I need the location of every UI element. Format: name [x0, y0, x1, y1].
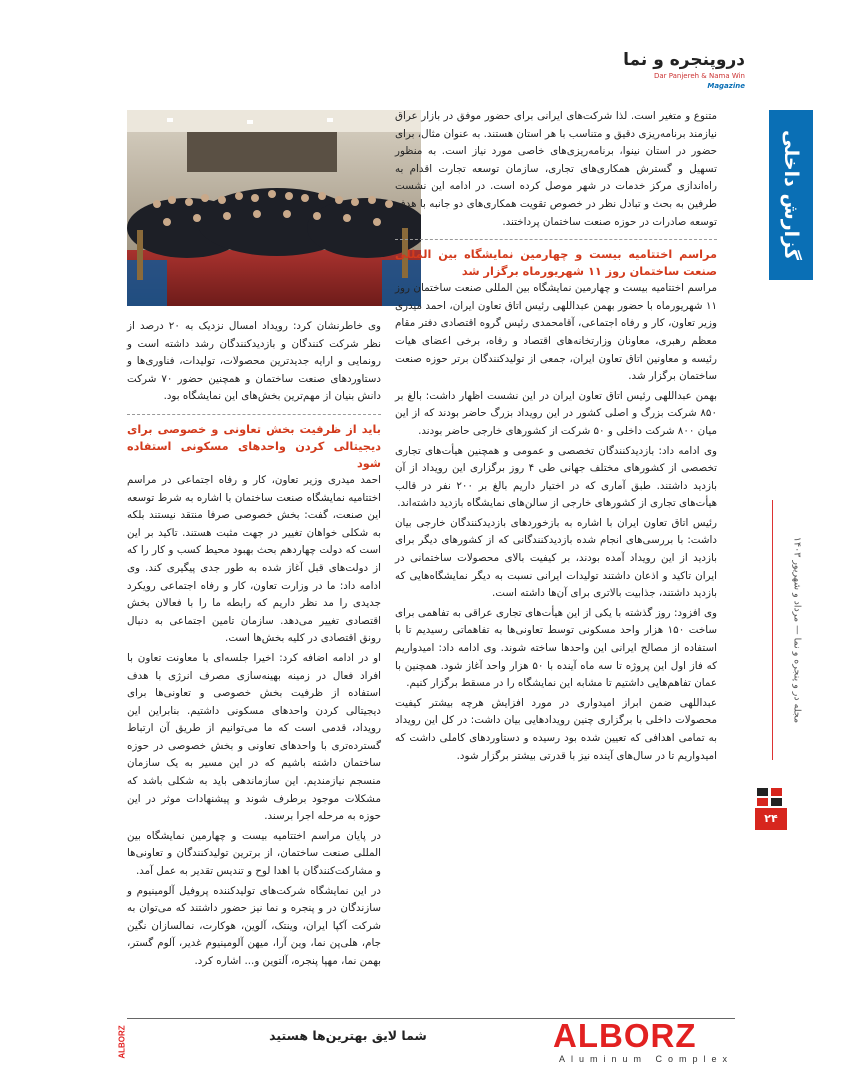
left-paragraph-3: در پایان مراسم اختتامیه بیست و چهارمین نمایشگاه بین المللی صنعت ساختمان، از برترین تولیدکنندگان و تعاونی‌ها و مشارکت‌کنندگان با اهدا لوح و تندیس تقدیر به عمل آمد.	[127, 829, 381, 878]
right-divider	[395, 239, 717, 240]
alborz-logo	[553, 1019, 735, 1065]
left-intro-paragraph: وی خاطرنشان کرد: رویداد امسال نزدیک به ۲۰ درصد از نظر شرکت کنندگان و بازدیدکنندگان رشد داشته است و رونمایی و ارایه جدیدترین محصولات، تولیدات، فناوری‌ها و دستاوردهای صنعت ساختمان و همچنین حضور ۷۰ شرکت دانش بنیان از مهم‌ترین بخش‌های این نمایشگاه بود.	[127, 320, 381, 403]
left-section-heading: باید از ظرفیت بخش تعاونی و خصوصی برای دیجیتالی کردن واحدهای مسکونی استفاده شود	[127, 422, 381, 470]
alborz-tagline: Aluminum Complex	[559, 1054, 734, 1064]
logo-title: دروپنجره و نما	[623, 50, 745, 70]
window-glyph-icon	[755, 786, 785, 808]
left-paragraph-1: احمد میدری وزیر تعاون، کار و رفاه اجتماعی در مراسم اختتامیه نمایشگاه صنعت ساختمان با اشاره به شرط توسعه این صنعت، گفت: بخش خصوصی صرفا منتقد نیستند بلکه به شکلی خواهان تغییر در جهت مثبت هستند. تاکید بر این است که دولت چهاردهم بحث بهبود محیط کسب و کار را که از دولت‌های قبل آغاز شده به طور جدی پیگیری کند. وی ادامه داد: ما در وزارت تعاون، کار و رفاه اجتماعی رویکرد جدیدی را مد نظر داریم که رابطه ما را با فعالان بخش اقتصادی تغییر می‌دهد. سازمان تامین اجتماعی به دنبال رونق اقتصادی در کلیه بخش‌ها است.	[127, 473, 381, 645]
section-tab	[769, 110, 813, 280]
left-paragraph-4: در این نمایشگاه شرکت‌های تولیدکننده پروفیل آلومینیوم و سازندگان در و پنجره و نما نیز حضور داشتند که می‌توان به شرکت آکپا ایران، وینتک، آلوین، هوکارت، نمالسازان نگین جام، هلی‌پن نما، وین آرا، میهن آلومینیوم غدیر، آلوم گستر، بهمن نما، مهپا پنجره، آلتوین و... اشاره کرد.	[127, 884, 381, 967]
right-paragraph-3: وی ادامه داد: بازدیدکنندگان تخصصی و عمومی و همچنین هیأت‌های تجاری تخصصی از کشورهای مختلف جهانی طی ۴ روز برگزاری این رویداد از آن بازدید داشتند. طبق آماری که در اختیار داریم بالغ بر ۲۰۰ نفر در قالب هیأت‌های تجاری از کشورهای خارجی از سالن‌های نمایشگاه بازدید داشته‌اند.	[395, 444, 717, 510]
page-number: ۲۴	[755, 808, 787, 830]
left-column	[127, 318, 381, 973]
right-paragraph-6: عبداللهی ضمن ابراز امیدواری در مورد افزایش هرچه بیشتر کیفیت محصولات داخلی با برگزاری چنین رویدادهایی بیان داشت: در کل این رویداد به تمامی اهدافی که تعیین شده بود رسیده و دستاوردهای کاملی داشت که امیدواریم تا در سال‌های آینده نیز با قدرتی بیشتر برگزار شود.	[395, 696, 717, 762]
magazine-logo	[620, 50, 745, 90]
footer-vertical-brand-text: ALBORZ	[117, 1025, 127, 1059]
running-head-text: مجله در و پنجره و نما — مرداد و شهریور ۱۴۰۳	[791, 536, 803, 724]
left-divider	[127, 414, 381, 415]
logo-subtitle-main: Dar Panjereh & Nama Win	[653, 72, 745, 80]
right-paragraph-1: مراسم اختتامیه بیست و چهارمین نمایشگاه بین المللی صنعت ساختمان روز ۱۱ شهریورماه با حضور بهمن عبداللهی رئیس اتاق تعاون ایران، احمد میدری وزیر تعاون، کار و رفاه اجتماعی، آقامحمدی رئیس گروه اقتصادی دفتر مقام معظم رهبری، معاونان وزارتخانه‌های اقتصاد و رفاه، برخی اعضای هیات رئیسه و معاونین اتاق تعاون ایران، جمعی از تولیدکنندگان برتر حوزه صنعت ساختمان برگزار شد.	[395, 282, 717, 383]
right-paragraph-4: رئیس اتاق تعاون ایران با اشاره به بازخوردهای بازدیدکنندگان خارجی بیان داشت: با بررسی‌های انجام شده بازدیدکنندگانی که از کشورهای دیگر برای بازدید از این رویداد آمده بودند، بر کیفیت بالای محصولات ساختمانی در ایران تاکید و اذعان داشتند تولیدات ایرانی نسبت به دیگر نمایشگاه‌هایی که بازدید داشتند، جذابیت بالاتری برای آن‌ها داشته است.	[395, 516, 717, 600]
right-paragraph-2: بهمن عبداللهی رئیس اتاق تعاون ایران در این نشست اظهار داشت: بالغ بر ۸۵۰ شرکت بزرگ و اصلی کشور در این رویداد بزرگ حاضر بودند که از این میان ۸۰۰ شرکت داخلی و ۵۰ شرکت از کشورهای خارجی حاضر بودند.	[395, 389, 717, 437]
right-section-heading: مراسم اختتامیه بیست و چهارمین نمایشگاه بین المللی صنعت ساختمان روز ۱۱ شهریورماه برگزار شد	[395, 248, 717, 279]
logo-subtitle-magazine: Magazine	[707, 82, 745, 90]
right-paragraph-5: وی افزود: روز گذشته با یکی از این هیأت‌های تجاری عراقی به تفاهمی برای ساخت ۱۵۰ هزار واحد مسکونی توسط تعاونی‌ها به تفاهماتی رسیدیم تا با استفاده از مصالح ایرانی این واحدها ساخته شوند. وی ادامه داد: امیدواریم که فاز اول این پروژه تا سه ماه آینده با ۵۰ هزار واحد آغاز شود. همچنین با عمان تفاهم‌هایی داشتیم تا مشابه این نمایشگاه را در مسقط برگزار کنیم.	[395, 606, 717, 690]
side-rule	[772, 500, 773, 760]
right-column	[395, 108, 717, 767]
event-photo	[127, 110, 421, 306]
alborz-wordmark: ALBORZ	[553, 1017, 697, 1054]
right-intro-paragraph: متنوع و متغیر است. لذا شرکت‌های ایرانی برای حضور موفق در بازار عراق نیازمند برنامه‌ریزی دقیق و متناسب با هر استان هستند. به عنوان مثال، برای حضور در استان نینوا، برنامه‌ریزی‌های خاصی مورد نیاز است. به منظور تسهیل و گسترش همکاری‌های تجاری، سازمان توسعه تجارت اقدام به راه‌اندازی مرکز خدمات در شهر موصل کرده است. در ادامه این نشست طرفین به بحث و تبادل نظر در خصوص تقویت همکاری‌های دو جانبه با هدف توسعه صادرات در حوزه صنعت ساختمان پرداختند.	[395, 110, 717, 228]
logo-subtitle	[620, 71, 745, 91]
footer-slogan: شما لایق بهترین‌ها هستید	[269, 1028, 427, 1043]
section-title: گزارش داخلی	[780, 129, 802, 261]
left-paragraph-2: او در ادامه اضافه کرد: اخیرا جلسه‌ای با معاونت تعاون با افراد فعال در زمینه بهینه‌سازی مصرف انرژی با هدف استفاده از ظرفیت بخش خصوصی و تعاونی‌ها برای دیجیتالی کردن واحدهای مسکونی داشتیم. بنابراین این رویداد، قدمی است که ما می‌توانیم از طریق آن ارتباط گسترده‌تری با واحدهای تعاونی و بخش خصوصی در حوزه ساختمان داشته باشیم که در این مسیر به یک سازمان منسجم نیازمندیم. این سازماندهی باید به شکلی باشد که مشکلات موجود برطرف شوند و پیشنهادات موثر در این حوزه به مرحله اجرا برسند.	[127, 651, 381, 823]
